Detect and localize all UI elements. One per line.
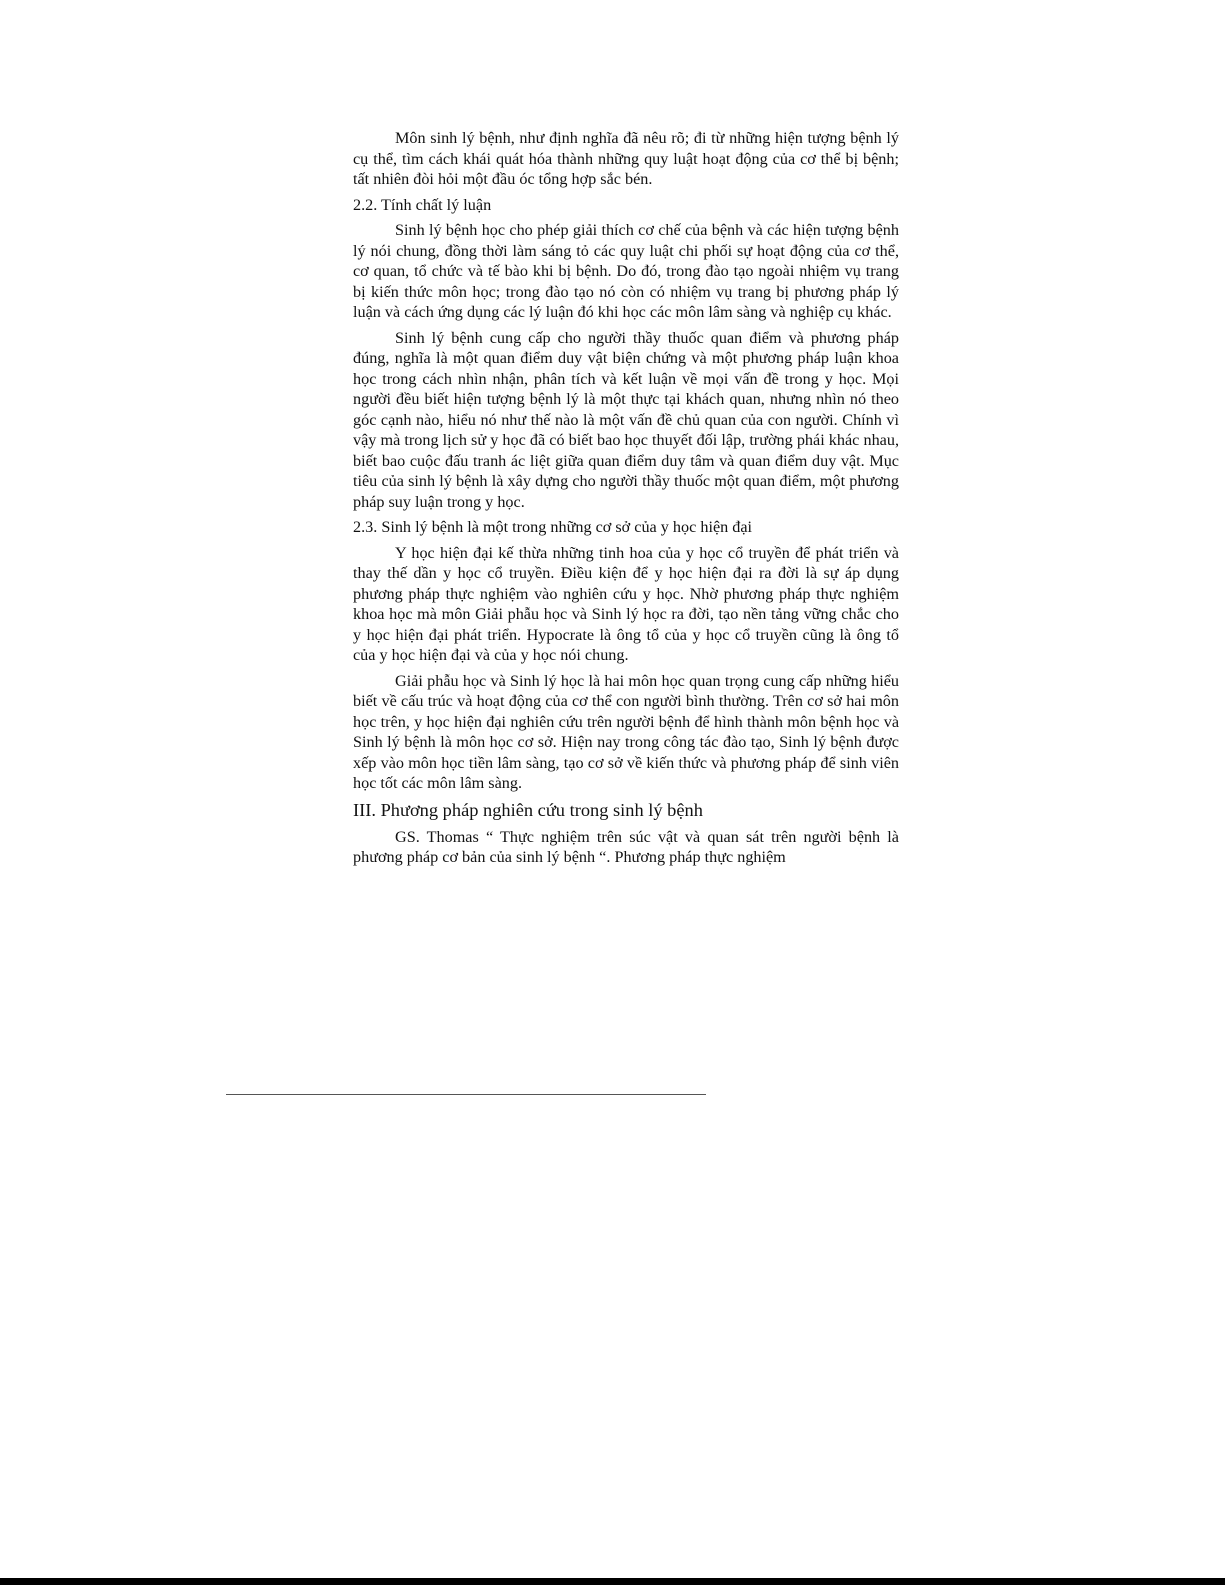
- body-text: [353, 128, 899, 873]
- paragraph-methods: GS. Thomas “ Thực nghiệm trên súc vật và quan sát trên người bệnh là phương pháp cơ bản của sinh lý bệnh “. Phương pháp thực nghiệm: [353, 827, 899, 866]
- subheading-2-3: 2.3. Sinh lý bệnh là một trong những cơ sở của y học hiện đại: [353, 518, 753, 536]
- page-bottom-border: [0, 1578, 1225, 1585]
- footnote-divider: [226, 1094, 706, 1095]
- paragraph-theory-1: Sinh lý bệnh học cho phép giải thích cơ chế của bệnh và các hiện tượng bệnh lý nói chung, đồng thời làm sáng tỏ các quy luật chi phối sự hoạt động của cơ thể, cơ quan, tổ chức và tế bào khi bị bệnh. Do đó, trong đào tạo ngoài nhiệm vụ trang bị kiến thức môn học; trong đào tạo nó còn có nhiệm vụ trang bị phương pháp lý luận và cách ứng dụng các lý luận đó khi học các môn lâm sàng và nghiệp cụ khác.: [353, 221, 899, 321]
- subheading-2-2: 2.2. Tính chất lý luận: [353, 195, 492, 214]
- paragraph-modern-medicine-1: Y học hiện đại kế thừa những tinh hoa của y học cổ truyền để phát triển và thay thế dần y học cổ truyền. Điều kiện để y học hiện đại ra đời là sự áp dụng phương pháp thực nghiệm vào nghiên cứu y học. Nhờ phương pháp thực nghiệm khoa học mà môn Giải phẫu học và Sinh lý học ra đời, tạo nền tảng vững chắc cho y học hiện đại phát triển. Hypocrate là ông tổ của y học cổ truyền cũng là ông tổ của y học hiện đại và của y học nói chung.: [353, 543, 899, 664]
- paragraph-theory-2: Sinh lý bệnh cung cấp cho người thầy thuốc quan điểm và phương pháp đúng, nghĩa là một quan điểm duy vật biện chứng và một phương pháp luận khoa học trong cách nhìn nhận, phân tích và kết luận về mọi vấn đề trong y học. Mọi người đều biết hiện tượng bệnh lý là một thực tại khách quan, nhưng nhìn nó theo góc cạnh nào, hiểu nó như thế nào là một vấn đề chủ quan của con người. Chính vì vậy mà trong lịch sử y học đã có biết bao học thuyết đối lập, trường phái khác nhau, biết bao cuộc đấu tranh ác liệt giữa quan điểm duy tâm và quan điểm duy vật. Mục tiêu của sinh lý bệnh là xây dựng cho người thầy thuốc một quan điểm, một phương pháp suy luận trong y học.: [353, 328, 899, 511]
- paragraph-modern-medicine-2: Giải phẫu học và Sinh lý học là hai môn học quan trọng cung cấp những hiểu biết về cấu trúc và hoạt động của cơ thể con người bình thường. Trên cơ sở hai môn học trên, y học hiện đại nghiên cứu trên người bệnh để hình thành môn bệnh học và Sinh lý bệnh là môn học cơ sở. Hiện nay trong công tác đào tạo, Sinh lý bệnh được xếp vào môn học tiền lâm sàng, tạo cơ sở về kiến thức và phương pháp để sinh viên học tốt các môn lâm sàng.: [353, 671, 899, 792]
- section-heading-iii: III. Phương pháp nghiên cứu trong sinh lý bệnh: [353, 799, 703, 820]
- paragraph-intro: Môn sinh lý bệnh, như định nghĩa đã nêu rõ; đi từ những hiện tượng bệnh lý cụ thể, tìm cách khái quát hóa thành những quy luật hoạt động của cơ thể bị bệnh; tất nhiên đòi hỏi một đầu óc tổng hợp sắc bén.: [353, 129, 899, 188]
